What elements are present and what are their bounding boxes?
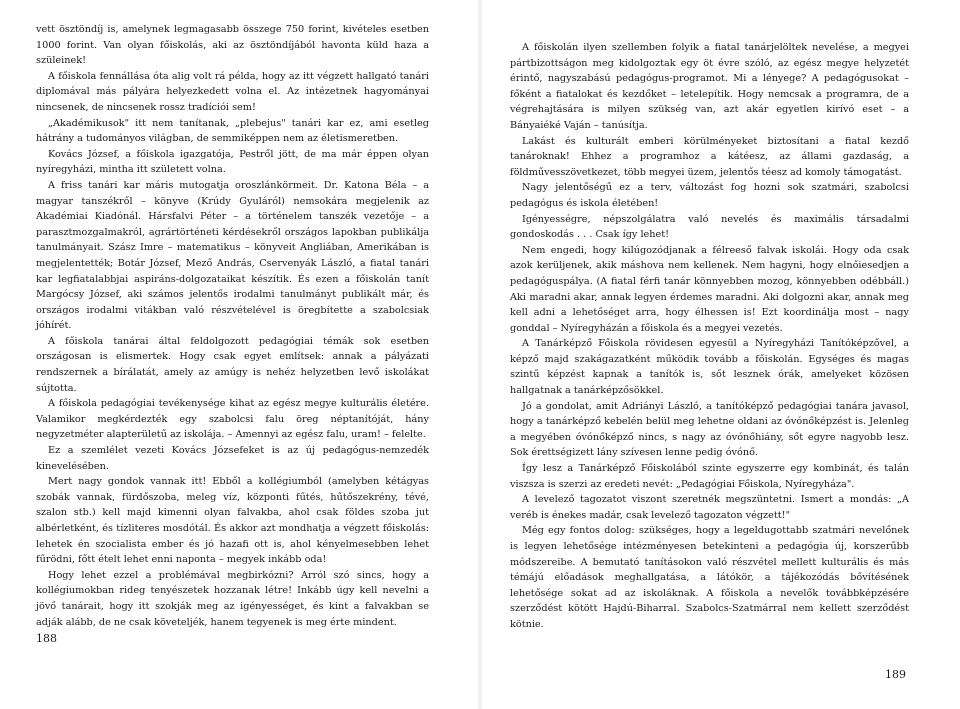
- paragraph: A Tanárképző Főiskola rövidesen egyesül a Nyíregyházi Tanítóképzővel, a képző majd szakágazatként működik tovább a főiskolán. Egységes és magas szintű képzést kapnak a tanítók is, sőt lesznek órák, amelyeket közösen hallgatnak a tanárképzősökkel.: [510, 338, 909, 397]
- paragraph: A főiskola tanárai által feldolgozott pedagógiai témák sok esetben országosan is elismertek. Hogy csak egyet említsek: annak a pályázati rendszernek a bírálatát, amely az amúgy is nehéz helyzetben levő iskolákat sújtotta.: [36, 335, 429, 394]
- paragraph: Még egy fontos dolog: szükséges, hogy a legeldugottabb szatmári nevelőnek is legyen lehetősége intézményesen betekinteni a pedagógia új, korszerűbb módszereibe. A bemutató tanításokon való részvétel mellett kulturális és más témájú előadások meghallgatása, a látókör, a tájékozódás bővítésének lehetősége sokat ad az iskoláknak. A főiskola a nevelők továbbképzésére szerződést kötött Hajdú-Biharral. Szabolcs-Szatmárral nem kellett szerződést kötnie.: [510, 525, 909, 630]
- paragraph: A friss tanári kar máris mutogatja oroszlánkörmeit. Dr. Katona Béla – a magyar tanszékről – könyve (Krúdy Gyuláról) nemsokára megjelenik az Akadémiai Kiadónál. Hársfalvi Péter – a történelem tanszék vezetője – a parasztmozgalmakról, agrártörténeti kérdésekről országos lapokban publikálja tanulmányait. Szász Imre – matematikus – könyveit Angliában, Amerikában is megjelentették; Botár József, Mező András, Cservenyák László, a fiatal tanári kar legfiatalabbjai aspiráns-dolgozataikat készítik. És ezen a főiskolán tanít Margócsy József, aki számos jelentős irodalmi tanulmányt publikált már, és országos irodalmi vitákban való részvételével is öregbítette a szabolcsiak jóhírét.: [36, 179, 429, 332]
- paragraph: A főiskola fennállása óta alig volt rá példa, hogy az itt végzett hallgató tanári diplomával más pályára helyezkedett volna el. Az intézetnek hagyományai nincsenek, de nincsenek rossz tradíciói sem!: [36, 70, 429, 113]
- paragraph: A főiskola pedagógiai tevékenysége kihat az egész megye kulturális életére. Valamikor megkérdezték egy szabolcsi falu öreg néptanítóját, hány negyzetméter alapterületű az iskolája. – Amennyi az egész falu, uram! – felelte.: [36, 398, 429, 441]
- paragraph: Jó a gondolat, amit Adriányi László, a tanítóképző pedagógiai tanára javasol, hogy a tanárképző kebelén belül meg lehetne oldani az óvónőképzést is. Jelenleg a megyében óvónőképző nincs, s nagy az óvónőhiány, sőt egyre nagyobb lesz. Sok érettségizett lány szívesen lenne pedig óvónő.: [510, 400, 909, 459]
- paragraph: Így lesz a Tanárképző Főiskolából szinte egyszerre egy kombinát, és talán viszsza is szerzi az eredeti nevét: „Pedagógiai Főiskola, Nyíregyháza".: [510, 463, 909, 490]
- right-page: [480, 0, 960, 709]
- paragraph: Nagy jelentőségű ez a terv, változást fog hozni sok szatmári, szabolcsi pedagógus és iskola életében!: [510, 182, 909, 209]
- page-number: 189: [885, 668, 906, 681]
- paragraph: vett ösztöndíj is, amelynek legmagasabb összege 750 forint, kivételes esetben 1000 forint. Van olyan főiskolás, aki az ösztöndíjából havonta küld haza a szüleinek!: [36, 24, 429, 67]
- paragraph: Igényességre, népszolgálatra való nevelés és maximális társadalmi gondoskodás . . . Csak így lehet!: [510, 213, 909, 241]
- paragraph: Hogy lehet ezzel a problémával megbirkózni? Arról szó sincs, hogy a kollégiumokban rideg tenyészetek hozzanak létre! Inkább úgy kell nevelni a jövő tanárait, hogy itt szokják meg az igényességet, és kint a falvakban se adják alább, de ne csak követeljék, hanem tegyenek is meg érte mindent.: [36, 569, 429, 628]
- paragraph: Lakást és kulturált emberi körülményeket biztosítani a fiatal kezdő tanároknak! Ehhez a programhoz a kátéesz, az állami gazdaság, a földművesszövetkezet, több megyei üzem, jelentős téesz ad komoly támogatást.: [510, 135, 909, 178]
- paragraph: Ez a szemlélet vezeti Kovács Józsefeket is az új pedagógus-nemzedék kinevelésében.: [36, 445, 429, 472]
- paragraph: Nem engedi, hogy kilúgozódjanak a félreeső falvak iskolái. Hogy oda csak azok kerüljenek, akik máshova nem kellenek. Nem hagyni, hogy elnőiesedjen a pedagóguspálya. (A fiatal férfi tanár könnyebben mozog, könnyebben odébbáll.) Aki maradni akar, annak legyen érdemes maradni. Aki dolgozni akar, annak meg kell adni a lehetőséget arra, hogy élhessen is! Ezt koordinálja most – nagy gonddal – Nyíregyházán a főiskola és a megyei vezetés.: [510, 244, 909, 334]
- page-number: 188: [36, 632, 57, 645]
- paragraph: „Akadémikusok" itt nem tanítanak, „plebejus" tanári kar ez, ami esetleg hátrány a tudományos világban, de semmiképpen nem az életismeretben.: [36, 117, 429, 145]
- paragraph: Kovács József, a főiskola igazgatója, Pestről jött, de ma már éppen olyan nyíregyházi, mintha itt született volna.: [36, 148, 429, 176]
- paragraph: Mert nagy gondok vannak itt! Ebből a kollégiumból (amelyben kétágyas szobák vannak, fürdőszoba, meleg víz, központi fűtés, hűtőszekrény, tévé, szalon stb.) kell majd kimenni olyan falvakba, ahol csak földes szoba jut albérletként, és tízliteres mosdótál. És akkor azt mondhatja a végzett főiskolás: lehetek én szocialista ember és jó hazafi ott is, ahol kényelmesebben lehet fűrödni, főtt ételt lehet enni naponta – megyek inkább oda!: [36, 476, 429, 566]
- paragraph: A levelező tagozatot viszont szeretnék megszüntetni. Ismert a mondás: „A veréb is énekes madár, csak levelező tagozaton végzett!": [510, 494, 909, 521]
- left-text-column: [36, 22, 429, 630]
- right-text-column: [510, 40, 909, 633]
- paragraph: A főiskolán ilyen szellemben folyik a fiatal tanárjelöltek nevelése, a megyei pártbizottságon meg kidolgoztak egy öt évre szóló, az egész megye helyzetét érintő, nagyszabású pedagógus-programot. Mi a lényege? A pedagógusokat – főként a fiatalokat és kezdőket – letelepítik. Hogy nemcsak a programra, de a végrehajtására is milyen szükség van, azt akár egyetlen kirívó eset – a Bányaiéké Vaján – tanúsítja.: [510, 42, 909, 131]
